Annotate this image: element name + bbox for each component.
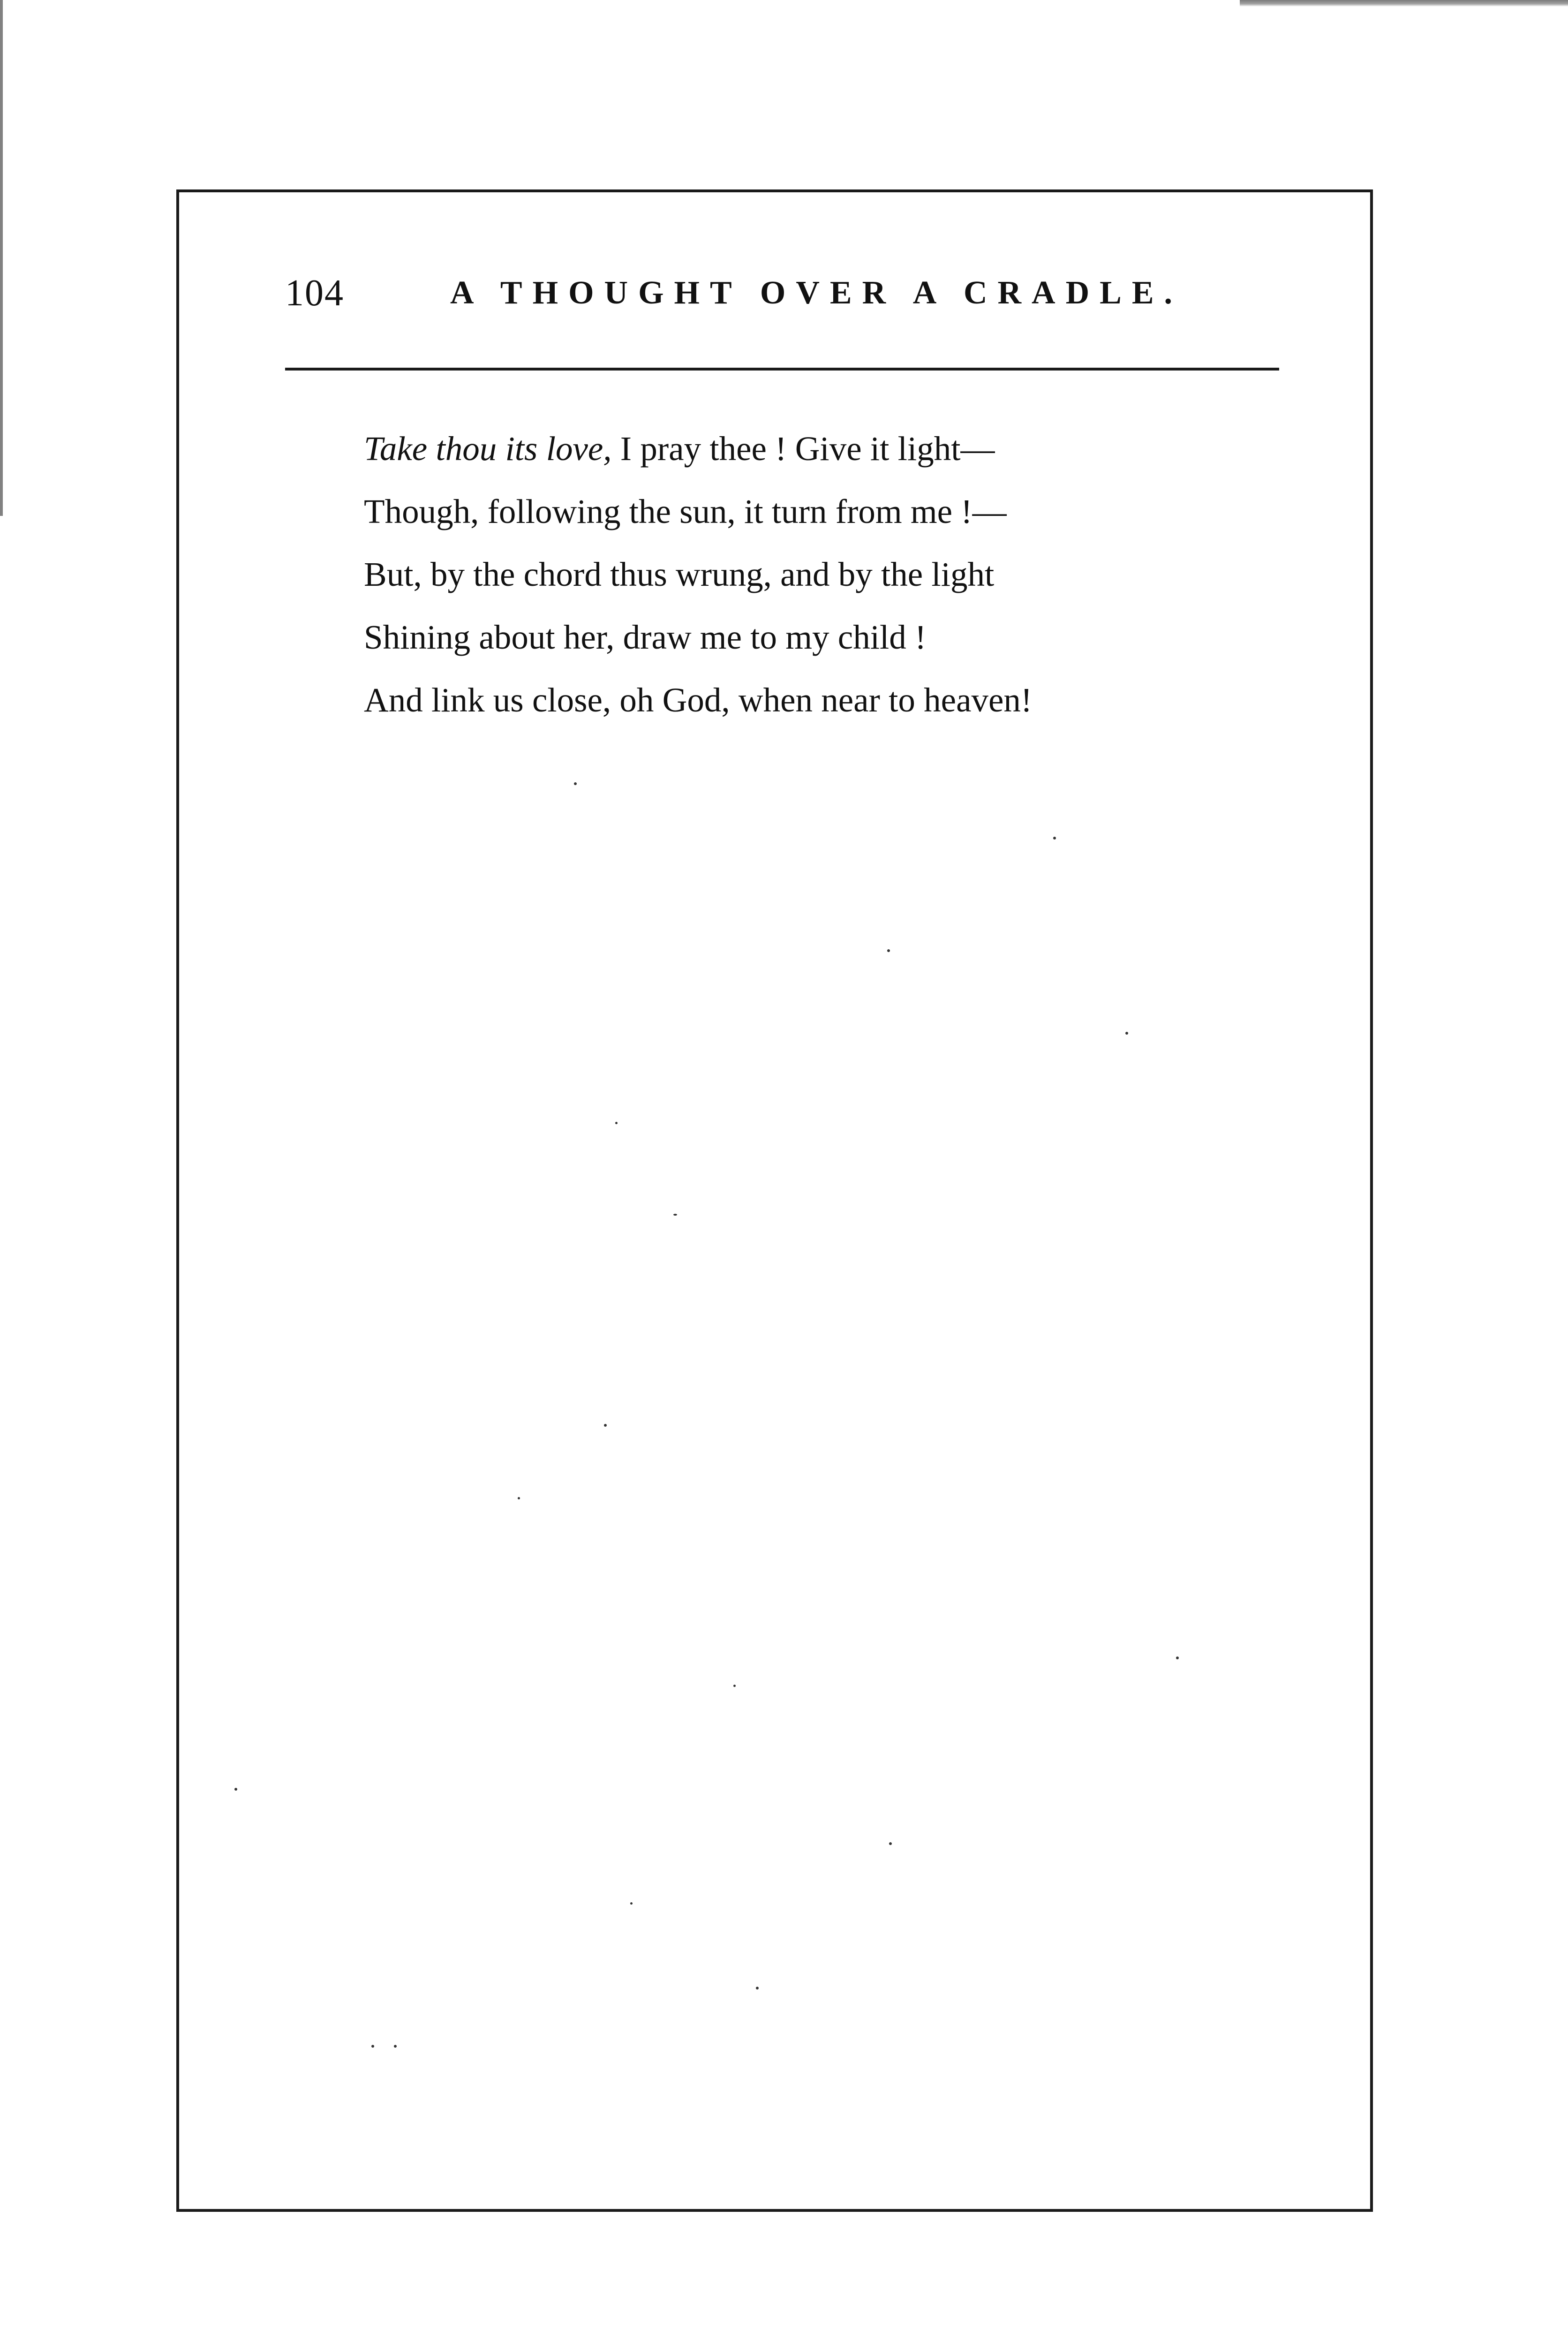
- scan-speck: [1053, 837, 1056, 840]
- scan-speck: [756, 1987, 759, 1989]
- scan-speck: [1125, 1032, 1128, 1035]
- poem-line-5: And link us close, oh God, when near to heaven!: [364, 681, 1033, 719]
- running-title: A THOUGHT OVER A CRADLE.: [450, 275, 1183, 311]
- scan-speck: [889, 1842, 892, 1845]
- scan-edge-left: [0, 0, 3, 516]
- scan-speck: [394, 2045, 397, 2048]
- running-head: [285, 267, 1279, 319]
- scan-speck: [615, 1122, 618, 1124]
- scan-edge-top: [1240, 0, 1568, 7]
- scan-speck: [574, 782, 577, 785]
- poem: [364, 417, 1208, 732]
- poem-line-1-rest: I pray thee ! Give it light—: [611, 430, 995, 468]
- page-number: 104: [285, 272, 344, 314]
- header-rule: [285, 368, 1279, 371]
- poem-line-2: Though, following the sun, it turn from me !—: [364, 492, 1007, 530]
- poem-line-3: But, by the chord thus wrung, and by the light: [364, 555, 995, 593]
- scan-speck: [604, 1424, 607, 1427]
- scan-speck: [733, 1685, 736, 1687]
- scan-speck: [518, 1497, 520, 1499]
- poem-line-1-italic: Take thou its love,: [364, 430, 612, 468]
- scan-speck: [630, 1902, 633, 1905]
- scan-speck: [371, 2045, 374, 2048]
- scan-speck: [234, 1788, 237, 1791]
- poem-line-1: [364, 417, 1208, 480]
- scan-speck: [887, 949, 890, 952]
- scan-speck: [673, 1214, 677, 1216]
- poem-line-4: Shining about her, draw me to my child !: [364, 618, 927, 656]
- scan-speck: [1176, 1657, 1179, 1659]
